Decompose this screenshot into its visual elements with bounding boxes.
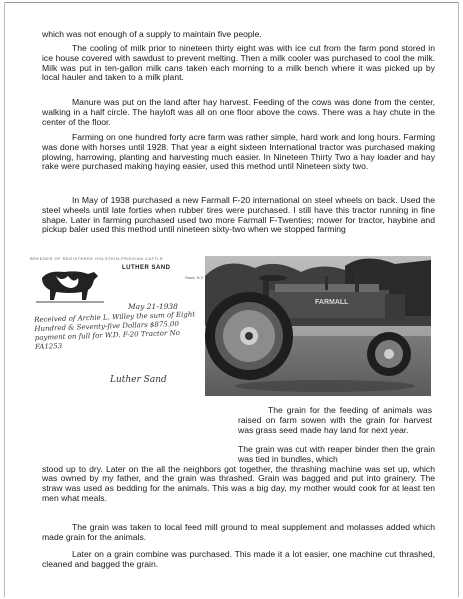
paragraph-grain-threshing-first-line: The grain was cut with reaper binder then the grain was tied in bundles, which bbox=[238, 444, 435, 464]
receipt-date: May 21-1938 bbox=[128, 302, 178, 311]
paragraph-milk-cooling: The cooling of milk prior to nineteen thirty eight was with ice cut from the farm pond stored in ice house covered with sawdust to prevent melting. Then a milk cooler was purchased to cool the milk. Milk was put in ten-gallon milk cans taken each morning to a milk bench where it was picked up by local hauler and taken to a milk plant. bbox=[42, 43, 435, 83]
paragraph-farming-horses: Farming on one hundred forty acre farm was rather simple, hard work and long hours. Farming was done with horses until 1928. That year a eight sixteen International tractor was purchased making plowing, harrowing, planting and harvesting much easier. In Nineteen Thirty Two a hay loader and hay rake were purchased making haying easier, used this method until Nineteen sixty two. bbox=[42, 132, 435, 172]
receipt-image bbox=[30, 256, 205, 404]
page-border-left bbox=[4, 2, 5, 597]
paragraph-grain-threshing bbox=[42, 445, 435, 504]
receipt-handwritten-text: Received of Archie L. Willey the sum of Eight Hundred & Seventy-five Dollars $875.00 payment on full for W.D. F-20 Tractor No FA1253 bbox=[34, 310, 196, 351]
paragraph-grain-combine: Later on a grain combine was purchased. This made it a lot easier, one machine cut thrashed, cleaned and bagged the grain. bbox=[42, 549, 435, 569]
svg-text:FARMALL: FARMALL bbox=[315, 299, 349, 306]
receipt-signature: Luther Sand bbox=[110, 375, 167, 385]
receipt-letterhead: BREEDER OF REGISTERED HOLSTEIN-FRIESIAN CATTLE bbox=[30, 256, 164, 261]
tractor-photo bbox=[205, 256, 431, 396]
paragraph-intro-continuation: which was not enough of a supply to maintain five people. bbox=[42, 29, 262, 39]
page-border-top bbox=[4, 2, 459, 3]
paragraph-feed-mill: The grain was taken to local feed mill ground to meal supplement and molasses added which made grain for the animals. bbox=[42, 522, 435, 542]
receipt-town: Sand, N.Y. bbox=[185, 275, 204, 280]
tractor-photo-drawing bbox=[205, 256, 431, 396]
cow-logo-icon bbox=[34, 264, 106, 304]
paragraph-farmall-tractor: In May of 1938 purchased a new Farmall F-20 international on steel wheels on back. Used the steel wheels until late forties when rubber tires were purchased. I still have this tractor running in fine shape. Later in farming purchased used two more Farmall F-Twenties; mower for tractor, haybine and pickup baler used this method until nineteen sixty-two when we stopped farming bbox=[42, 195, 435, 235]
receipt-business-name: LUTHER SAND bbox=[122, 265, 171, 271]
paragraph-grain-threshing-rest: stood up to dry. Later on the all the neighbors got together, the thrashing machine was set up, which was owned by my father, and the grain was thrashed. Grain was bagged and put into grainery. The straw was used as bedding for the animals. This was a big day, my mother would cook for at least ten men what meals. bbox=[42, 463, 435, 503]
paragraph-grain-feeding: The grain for the feeding of animals was raised on farm sowen with the grain for harvest was grass seed made hay land for next year. bbox=[238, 405, 432, 435]
page-border-right bbox=[458, 2, 459, 597]
paragraph-manure: Manure was put on the land after hay harvest. Feeding of the cows was done from the center, walking in a half circle. The hayloft was all on one floor above the cows. There was a hay chute in the center of the floor. bbox=[42, 97, 435, 127]
